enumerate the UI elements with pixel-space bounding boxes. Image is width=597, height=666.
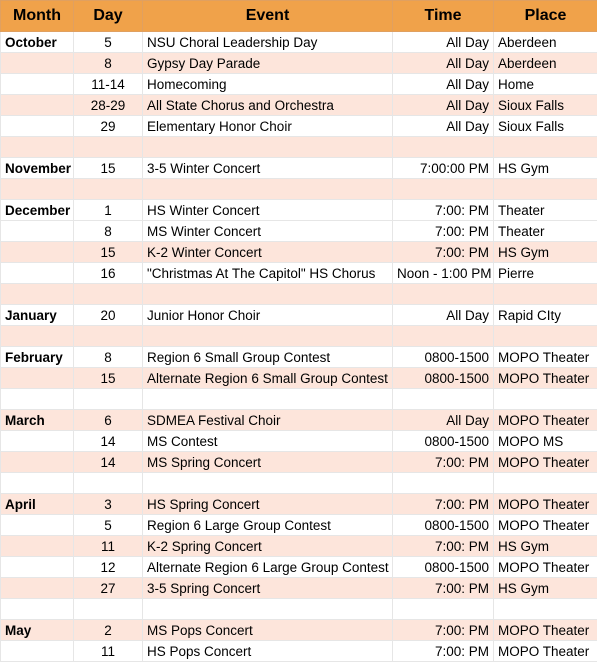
table-row — [1, 74, 597, 95]
cell-day — [74, 389, 143, 410]
cell-time: Noon - 1:00 PM — [393, 263, 494, 284]
cell-time: All Day — [393, 32, 494, 53]
cell-event — [143, 599, 393, 620]
cell-day — [74, 599, 143, 620]
cell-time: 7:00: PM — [393, 641, 494, 662]
cell-day: 15 — [74, 158, 143, 179]
cell-time — [393, 389, 494, 410]
cell-time — [393, 326, 494, 347]
table-row — [1, 389, 597, 410]
cell-month — [1, 578, 74, 599]
cell-place: MOPO Theater — [494, 347, 597, 368]
cell-event: MS Pops Concert — [143, 620, 393, 641]
cell-day: 16 — [74, 263, 143, 284]
cell-month — [1, 263, 74, 284]
cell-time: All Day — [393, 74, 494, 95]
header-time: Time — [393, 1, 494, 32]
cell-event: K-2 Spring Concert — [143, 536, 393, 557]
header-place: Place — [494, 1, 597, 32]
cell-month — [1, 389, 74, 410]
cell-day: 1 — [74, 200, 143, 221]
cell-time — [393, 473, 494, 494]
cell-time: 7:00:00 PM — [393, 158, 494, 179]
table-row — [1, 536, 597, 557]
header-event: Event — [143, 1, 393, 32]
cell-month — [1, 473, 74, 494]
table-row — [1, 347, 597, 368]
table-row — [1, 431, 597, 452]
table-row — [1, 221, 597, 242]
cell-place: Rapid CIty — [494, 305, 597, 326]
cell-day — [74, 179, 143, 200]
cell-day: 20 — [74, 305, 143, 326]
cell-day — [74, 137, 143, 158]
cell-place: MOPO Theater — [494, 452, 597, 473]
cell-place: HS Gym — [494, 242, 597, 263]
table-row — [1, 620, 597, 641]
cell-day: 15 — [74, 368, 143, 389]
cell-month — [1, 326, 74, 347]
table-row — [1, 116, 597, 137]
cell-event: MS Contest — [143, 431, 393, 452]
cell-month: April — [1, 494, 74, 515]
cell-event: Elementary Honor Choir — [143, 116, 393, 137]
cell-time: 7:00: PM — [393, 578, 494, 599]
cell-place — [494, 137, 597, 158]
cell-event: Alternate Region 6 Small Group Contest — [143, 368, 393, 389]
cell-time: 7:00: PM — [393, 494, 494, 515]
cell-time — [393, 137, 494, 158]
table-row — [1, 641, 597, 662]
cell-place — [494, 326, 597, 347]
cell-place: Aberdeen — [494, 53, 597, 74]
table-row — [1, 305, 597, 326]
cell-place: MOPO Theater — [494, 557, 597, 578]
cell-event — [143, 284, 393, 305]
table-row — [1, 53, 597, 74]
cell-month — [1, 116, 74, 137]
cell-day: 14 — [74, 452, 143, 473]
cell-event: NSU Choral Leadership Day — [143, 32, 393, 53]
cell-place: Aberdeen — [494, 32, 597, 53]
table-row — [1, 158, 597, 179]
cell-day: 3 — [74, 494, 143, 515]
cell-day: 11 — [74, 536, 143, 557]
cell-place: HS Gym — [494, 536, 597, 557]
cell-time: All Day — [393, 410, 494, 431]
cell-event: "Christmas At The Capitol" HS Chorus — [143, 263, 393, 284]
cell-place: MOPO Theater — [494, 515, 597, 536]
cell-time: 7:00: PM — [393, 242, 494, 263]
cell-time: 7:00: PM — [393, 200, 494, 221]
table-row — [1, 473, 597, 494]
cell-event: Region 6 Small Group Contest — [143, 347, 393, 368]
table-row — [1, 137, 597, 158]
cell-time: All Day — [393, 305, 494, 326]
table-row — [1, 179, 597, 200]
table-row — [1, 578, 597, 599]
cell-day — [74, 284, 143, 305]
header-day: Day — [74, 1, 143, 32]
cell-month — [1, 221, 74, 242]
cell-event — [143, 179, 393, 200]
cell-day: 6 — [74, 410, 143, 431]
table-row — [1, 242, 597, 263]
cell-day: 14 — [74, 431, 143, 452]
cell-time: 0800-1500 — [393, 347, 494, 368]
cell-event: 3-5 Spring Concert — [143, 578, 393, 599]
cell-event: Region 6 Large Group Contest — [143, 515, 393, 536]
cell-place — [494, 389, 597, 410]
cell-month — [1, 179, 74, 200]
cell-month — [1, 431, 74, 452]
table-row — [1, 494, 597, 515]
cell-event: MS Winter Concert — [143, 221, 393, 242]
cell-month: November — [1, 158, 74, 179]
cell-time — [393, 179, 494, 200]
cell-time — [393, 599, 494, 620]
cell-event — [143, 473, 393, 494]
cell-place: MOPO Theater — [494, 620, 597, 641]
cell-time: 7:00: PM — [393, 620, 494, 641]
table-row — [1, 200, 597, 221]
cell-event: K-2 Winter Concert — [143, 242, 393, 263]
cell-place — [494, 284, 597, 305]
table-row — [1, 32, 597, 53]
cell-place — [494, 179, 597, 200]
cell-event — [143, 389, 393, 410]
cell-place: HS Gym — [494, 578, 597, 599]
cell-place: MOPO Theater — [494, 641, 597, 662]
cell-month — [1, 536, 74, 557]
cell-day: 28-29 — [74, 95, 143, 116]
cell-month — [1, 557, 74, 578]
table-row — [1, 368, 597, 389]
cell-month — [1, 53, 74, 74]
table-row — [1, 284, 597, 305]
cell-time: 0800-1500 — [393, 431, 494, 452]
cell-day: 29 — [74, 116, 143, 137]
cell-event: Junior Honor Choir — [143, 305, 393, 326]
table-row — [1, 410, 597, 431]
cell-day: 8 — [74, 221, 143, 242]
cell-month: February — [1, 347, 74, 368]
cell-place: Home — [494, 74, 597, 95]
cell-month — [1, 368, 74, 389]
table-row — [1, 515, 597, 536]
header-row — [1, 1, 597, 32]
cell-event: MS Spring Concert — [143, 452, 393, 473]
table-row — [1, 326, 597, 347]
cell-time: 0800-1500 — [393, 368, 494, 389]
cell-month — [1, 74, 74, 95]
cell-day: 11-14 — [74, 74, 143, 95]
cell-month — [1, 242, 74, 263]
cell-day: 8 — [74, 347, 143, 368]
cell-event: HS Spring Concert — [143, 494, 393, 515]
cell-time — [393, 284, 494, 305]
table-row — [1, 263, 597, 284]
cell-day — [74, 473, 143, 494]
cell-month: May — [1, 620, 74, 641]
cell-month: October — [1, 32, 74, 53]
cell-place: Sioux Falls — [494, 116, 597, 137]
table-row — [1, 599, 597, 620]
cell-place — [494, 473, 597, 494]
cell-day: 27 — [74, 578, 143, 599]
cell-event: Alternate Region 6 Large Group Contest — [143, 557, 393, 578]
cell-event: Homecoming — [143, 74, 393, 95]
cell-place: HS Gym — [494, 158, 597, 179]
cell-month: December — [1, 200, 74, 221]
cell-place: Pierre — [494, 263, 597, 284]
cell-day — [74, 326, 143, 347]
cell-month — [1, 515, 74, 536]
cell-time: 0800-1500 — [393, 557, 494, 578]
cell-month — [1, 641, 74, 662]
cell-time: 7:00: PM — [393, 536, 494, 557]
cell-event: 3-5 Winter Concert — [143, 158, 393, 179]
cell-month — [1, 95, 74, 116]
cell-event: HS Winter Concert — [143, 200, 393, 221]
cell-place: Sioux Falls — [494, 95, 597, 116]
cell-event — [143, 137, 393, 158]
cell-place: Theater — [494, 221, 597, 242]
cell-place: Theater — [494, 200, 597, 221]
cell-event: HS Pops Concert — [143, 641, 393, 662]
cell-month — [1, 452, 74, 473]
cell-place: MOPO Theater — [494, 410, 597, 431]
cell-day: 15 — [74, 242, 143, 263]
cell-place: MOPO MS — [494, 431, 597, 452]
cell-place: MOPO Theater — [494, 494, 597, 515]
cell-month: January — [1, 305, 74, 326]
table-row — [1, 452, 597, 473]
cell-time: All Day — [393, 53, 494, 74]
cell-day: 2 — [74, 620, 143, 641]
cell-place: MOPO Theater — [494, 368, 597, 389]
cell-time: 7:00: PM — [393, 221, 494, 242]
cell-day: 8 — [74, 53, 143, 74]
cell-event — [143, 326, 393, 347]
table-row — [1, 95, 597, 116]
cell-event: Gypsy Day Parade — [143, 53, 393, 74]
cell-time: All Day — [393, 95, 494, 116]
cell-time: 7:00: PM — [393, 452, 494, 473]
cell-event: All State Chorus and Orchestra — [143, 95, 393, 116]
cell-day: 5 — [74, 32, 143, 53]
cell-month — [1, 137, 74, 158]
cell-day: 11 — [74, 641, 143, 662]
table-row — [1, 557, 597, 578]
cell-event: SDMEA Festival Choir — [143, 410, 393, 431]
cell-day: 5 — [74, 515, 143, 536]
cell-month: March — [1, 410, 74, 431]
cell-day: 12 — [74, 557, 143, 578]
cell-time: 0800-1500 — [393, 515, 494, 536]
cell-place — [494, 599, 597, 620]
cell-time: All Day — [393, 116, 494, 137]
header-month: Month — [1, 1, 74, 32]
cell-month — [1, 284, 74, 305]
cell-month — [1, 599, 74, 620]
